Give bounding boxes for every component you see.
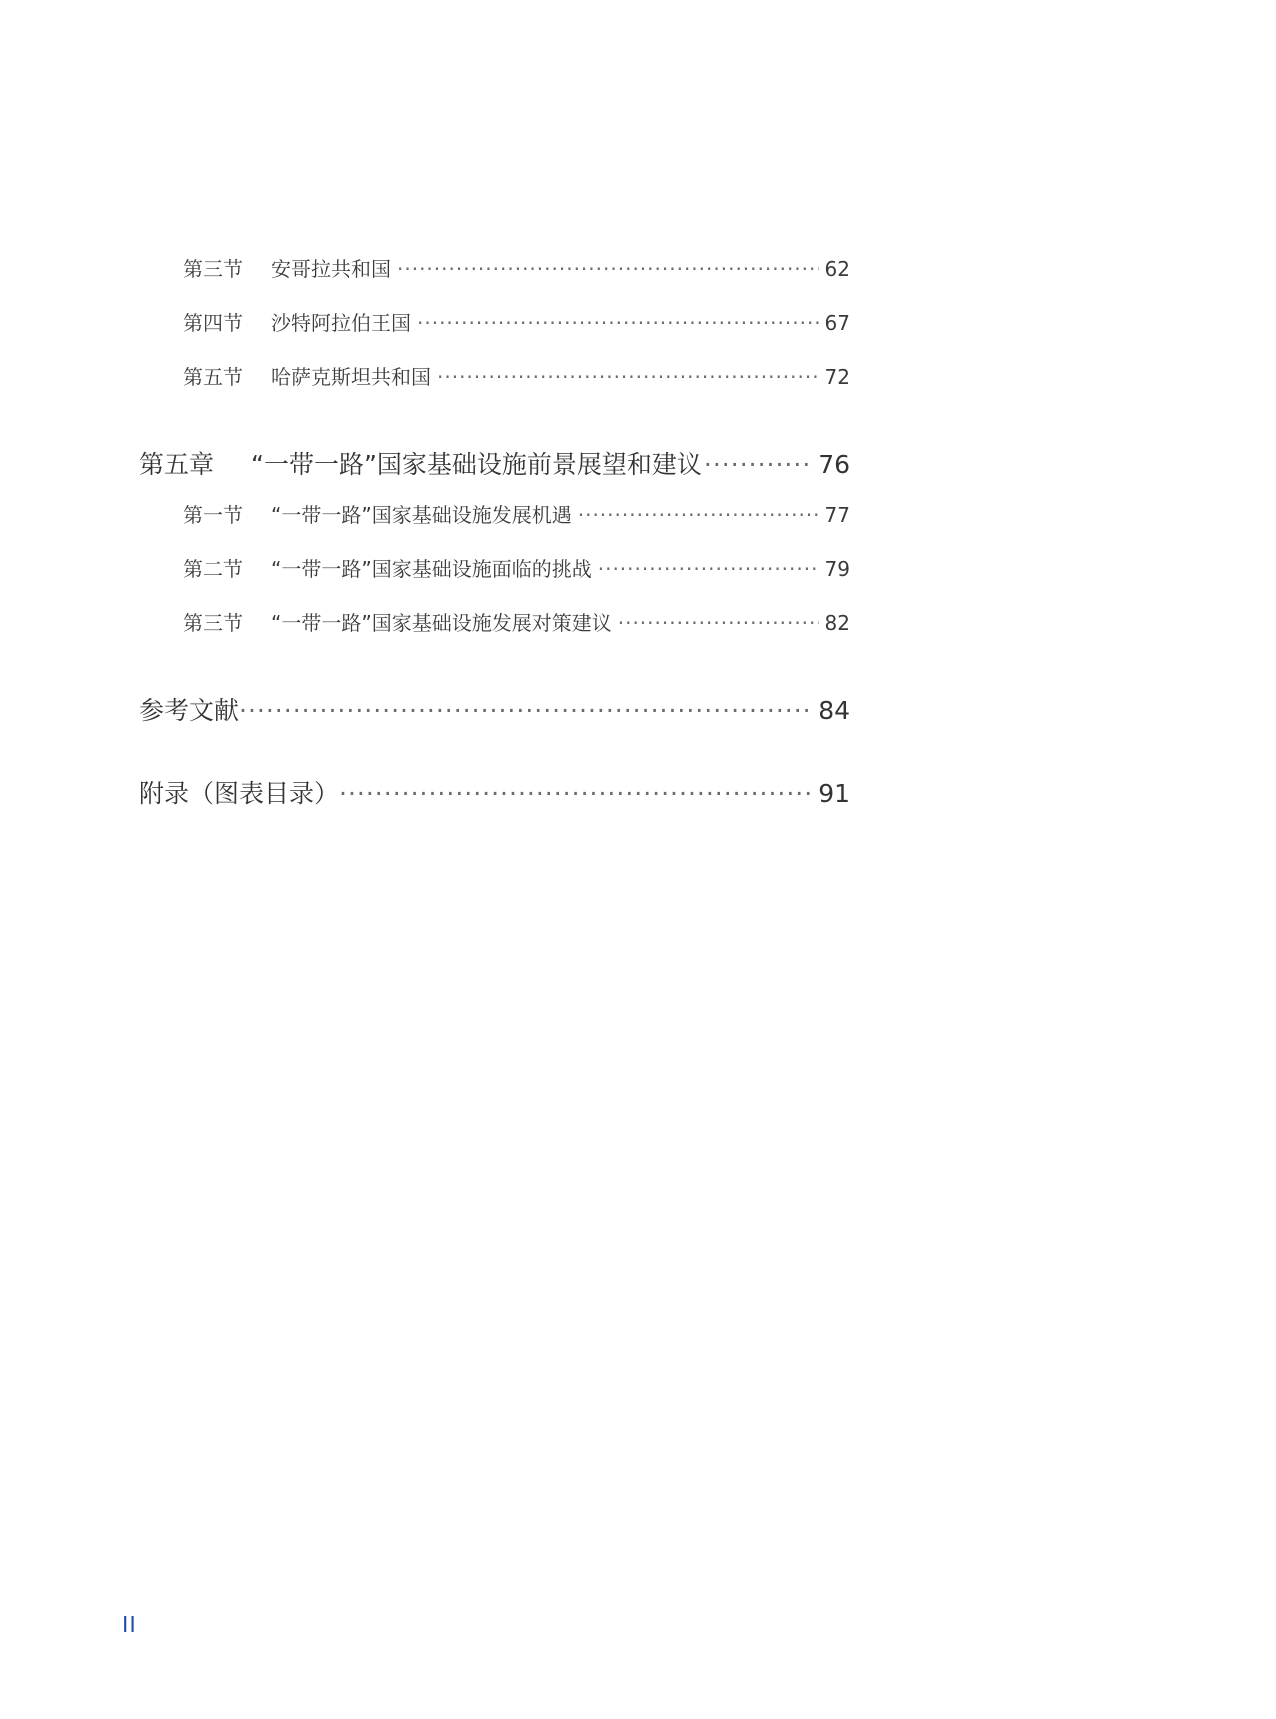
toc-leader-dots (397, 257, 819, 281)
toc-section-label: 第三节 (183, 257, 243, 281)
toc-leader-dots (437, 365, 819, 389)
toc-leader-dots (417, 311, 819, 335)
toc-page-number: 84 (818, 696, 850, 725)
page-number: II (122, 1611, 137, 1637)
toc-entry-section-1[interactable] (183, 499, 850, 528)
toc-page-number: 67 (824, 311, 850, 335)
toc-chapter-label: 第五章 (139, 450, 215, 479)
toc-page-number: 62 (824, 257, 850, 281)
toc-entry-references[interactable] (139, 691, 850, 727)
toc-section-label: 第四节 (183, 311, 243, 335)
toc-entry-section-4[interactable] (183, 307, 850, 336)
toc-section-label: 第一节 (183, 503, 243, 527)
toc-references-title: 参考文献 (139, 696, 240, 725)
toc-section-label: 第二节 (183, 557, 243, 581)
toc-section-title: 哈萨克斯坦共和国 (271, 365, 431, 389)
toc-section-title: “一带一路”国家基础设施发展对策建议 (271, 611, 612, 635)
toc-leader-dots (598, 557, 819, 581)
toc-page-number: 82 (824, 611, 850, 635)
toc-entry-appendix[interactable] (139, 774, 850, 810)
toc-leader-dots (339, 779, 814, 808)
toc-section-label: 第五节 (183, 365, 243, 389)
toc-entry-section-3[interactable] (183, 253, 850, 282)
toc-leader-dots (578, 503, 819, 527)
toc-entry-section-5[interactable] (183, 361, 850, 390)
toc-entry-section-2[interactable] (183, 553, 850, 582)
toc-page-number: 72 (824, 365, 850, 389)
toc-section-title: 安哥拉共和国 (271, 257, 391, 281)
toc-section-title: 沙特阿拉伯王国 (271, 311, 411, 335)
toc-appendix-title: 附录（图表目录） (139, 779, 340, 808)
toc-page-number: 76 (818, 450, 850, 479)
toc-page-number: 77 (824, 503, 850, 527)
toc-leader-dots (239, 696, 814, 725)
toc-section-title: “一带一路”国家基础设施发展机遇 (271, 503, 572, 527)
toc-entry-chapter-5[interactable] (139, 445, 850, 481)
toc-leader-dots (618, 611, 819, 635)
toc-page-number: 79 (824, 557, 850, 581)
toc-chapter-title: “一带一路”国家基础设施前景展望和建议 (251, 450, 702, 479)
toc-section-title: “一带一路”国家基础设施面临的挑战 (271, 557, 592, 581)
toc-page-number: 91 (818, 779, 850, 808)
toc-section-label: 第三节 (183, 611, 243, 635)
toc-leader-dots (704, 450, 814, 479)
toc-entry-section-3b[interactable] (183, 607, 850, 636)
